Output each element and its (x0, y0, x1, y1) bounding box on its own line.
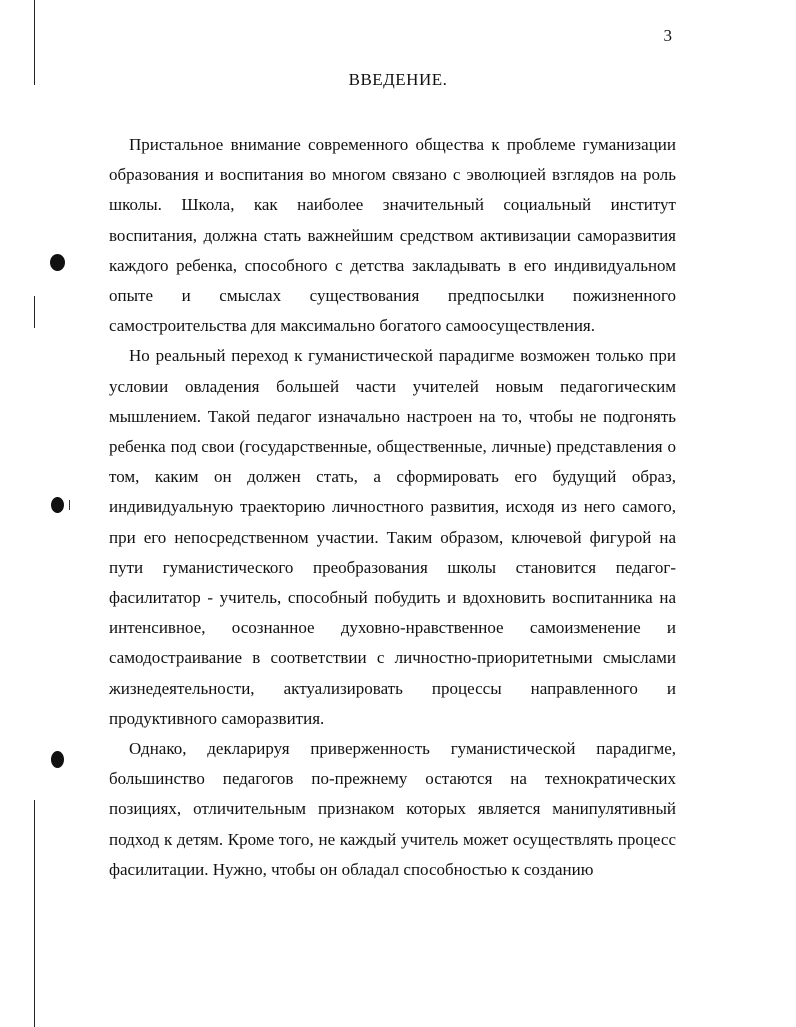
punch-hole-mark (51, 497, 64, 513)
scan-edge-line (34, 296, 35, 328)
scan-mark (69, 500, 70, 510)
page-number: 3 (663, 26, 672, 45)
body-text (109, 130, 676, 885)
paragraph: Пристальное внимание современного общества к проблеме гуманизации образования и воспитания во многом связано с эволюцией взглядов на роль школы. Школа, как наиболее значительный социальный институт воспитания, должна стать важнейшим средством активизации саморазвития каждого ребенка, способного с детства закладывать в его индивидуальном опыте и смыслах существования предпосылки пожизненного самостроительства для максимально богатого самоосуществления. (109, 135, 676, 336)
punch-hole-mark (51, 751, 64, 768)
scan-edge-line (34, 800, 35, 1027)
paragraph: Но реальный переход к гуманистической парадигме возможен только при условии овладения большей части учителей новым педагогическим мышлением. Такой педагог изначально настроен на то, чтобы не подгонять ребенка под свои (государственные, общественные, личные) представления о том, каким он должен стать, а сформировать его будущий образ, индивидуальную траекторию личностного развития, исходя из него самого, при его непосредственном участии. Таким образом, ключевой фигурой на пути гуманистического преобразования школы становится педагог-фасилитатор - учитель, способный побудить и вдохновить воспитанника на интенсивное, осознанное духовно-нравственное самоизменение и самодостраивание в соответствии с личностно-приоритетными смыслами жизнедеятельности, актуализировать процессы направленного и продуктивного саморазвития. (109, 346, 676, 728)
page-title: ВВЕДЕНИЕ. (348, 70, 448, 89)
paragraph: Однако, декларируя приверженность гуманистической парадигме, большинство педагогов по-прежнему остаются на технократических позициях, отличительным признаком которых является манипулятивный подход к детям. Кроме того, не каждый учитель может осуществлять процесс фасилитации. Нужно, чтобы он обладал способностью к созданию (109, 739, 676, 879)
punch-hole-mark (50, 254, 65, 271)
